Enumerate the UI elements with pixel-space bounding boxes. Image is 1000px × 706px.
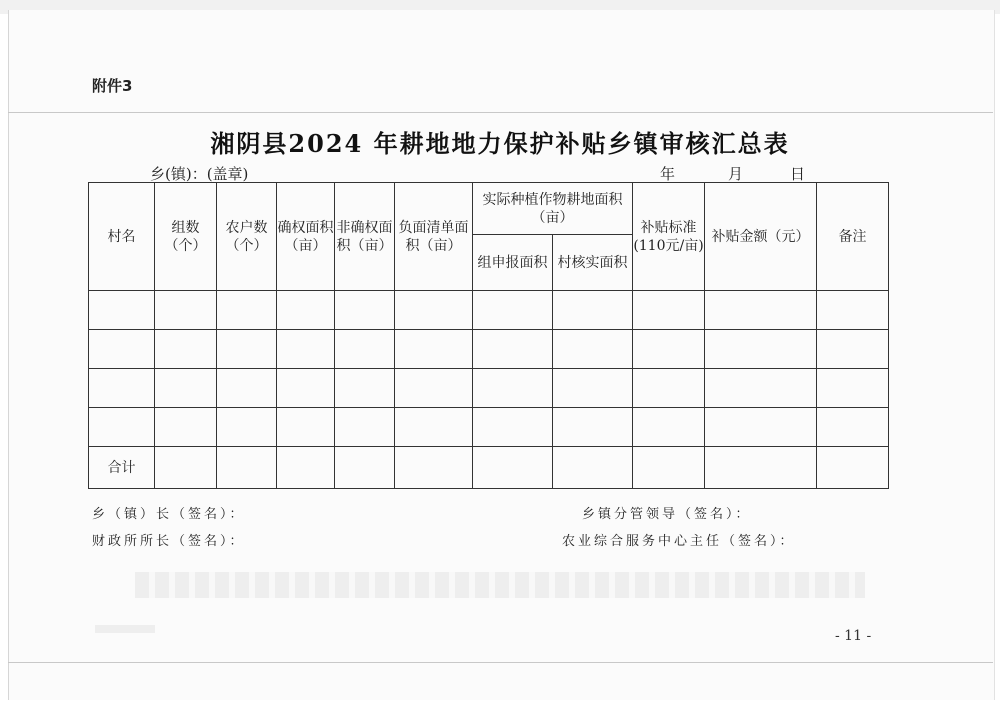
table-cell: [277, 330, 335, 369]
header-remarks: 备注: [817, 183, 889, 291]
table-cell: [335, 291, 395, 330]
table-cell: [89, 369, 155, 408]
header-unconfirmed-area: 非确权面积（亩）: [335, 183, 395, 291]
table-cell: [705, 408, 817, 447]
table-cell: [705, 330, 817, 369]
table-cell: [395, 369, 473, 408]
table-cell: [217, 330, 277, 369]
footer-divider: [8, 662, 993, 663]
table-cell: [553, 330, 633, 369]
table-cell: [217, 291, 277, 330]
table-cell: [89, 291, 155, 330]
township-seal-label: 乡(镇)：(盖章): [150, 165, 249, 183]
table-cell: [217, 408, 277, 447]
header-actual-planted-area: 实际种植作物耕地面积（亩）: [473, 183, 633, 235]
document-title: 湘阴县2024 年耕地地力保护补贴乡镇审核汇总表: [210, 129, 790, 158]
table-row: [89, 408, 889, 447]
table-cell: [473, 447, 553, 489]
table-cell: [817, 291, 889, 330]
table-cell: [155, 330, 217, 369]
table-cell: [155, 447, 217, 489]
table-cell: [335, 447, 395, 489]
header-subsidy-standard: 补贴标准(110元/亩): [633, 183, 705, 291]
table-cell: [155, 291, 217, 330]
township-head-signature: 乡（镇）长（签名）：: [92, 507, 246, 522]
table-cell: [473, 291, 553, 330]
attachment-label: 附件3: [92, 77, 133, 95]
table-cell: [89, 330, 155, 369]
table-cell: [705, 447, 817, 489]
header-groups: 组数（个）: [155, 183, 217, 291]
bleed-through-mark: [95, 625, 155, 633]
table-cell: [553, 408, 633, 447]
table-cell: [217, 447, 277, 489]
header-households: 农户数（个）: [217, 183, 277, 291]
table-cell: [553, 369, 633, 408]
header-subsidy-amount: 补贴金额（元）: [705, 183, 817, 291]
table-cell: [335, 369, 395, 408]
table-cell: [473, 330, 553, 369]
finance-head-signature: 财政所所长（签名）：: [92, 534, 246, 549]
table-cell: [553, 447, 633, 489]
header-negative-list-area: 负面清单面积（亩）: [395, 183, 473, 291]
table-cell: [817, 369, 889, 408]
table-row: [89, 291, 889, 330]
agri-center-signature: 农业综合服务中心主任（签名）：: [562, 534, 796, 549]
leader-signature: 乡镇分管领导（签名）：: [582, 507, 752, 522]
header-village: 村名: [89, 183, 155, 291]
table-cell: [705, 369, 817, 408]
header-group-reported-area: 组申报面积: [473, 235, 553, 291]
table-cell: [817, 408, 889, 447]
table-cell: [217, 369, 277, 408]
table-cell: [155, 369, 217, 408]
table-cell: [633, 408, 705, 447]
table-cell: [633, 369, 705, 408]
table-cell: [395, 408, 473, 447]
table-cell: [817, 447, 889, 489]
table-cell: [633, 447, 705, 489]
bleed-through-text: [135, 572, 865, 598]
table-cell: [817, 330, 889, 369]
table-cell: [89, 408, 155, 447]
table-cell: [155, 408, 217, 447]
table-cell: [277, 447, 335, 489]
header-confirmed-area: 确权面积（亩）: [277, 183, 335, 291]
table-cell: [395, 330, 473, 369]
table-cell: [335, 330, 395, 369]
table-cell: [473, 408, 553, 447]
table-row: [89, 330, 889, 369]
table-cell: [395, 447, 473, 489]
table-cell: [633, 330, 705, 369]
page-number: - 11 -: [835, 628, 872, 644]
day-label: 日: [790, 165, 806, 183]
table-cell: [277, 408, 335, 447]
table-cell: [633, 291, 705, 330]
table-cell: [277, 291, 335, 330]
year-label: 年: [660, 165, 676, 183]
table-row: [89, 369, 889, 408]
summary-table: [88, 182, 889, 489]
table-cell: [335, 408, 395, 447]
table-cell: [277, 369, 335, 408]
table-cell: [705, 291, 817, 330]
table-cell: [553, 291, 633, 330]
table-cell: [395, 291, 473, 330]
total-label: 合计: [89, 447, 155, 489]
header-divider: [8, 112, 993, 113]
month-label: 月: [728, 165, 744, 183]
total-row: [89, 447, 889, 489]
header-village-verified-area: 村核实面积: [553, 235, 633, 291]
table-cell: [473, 369, 553, 408]
